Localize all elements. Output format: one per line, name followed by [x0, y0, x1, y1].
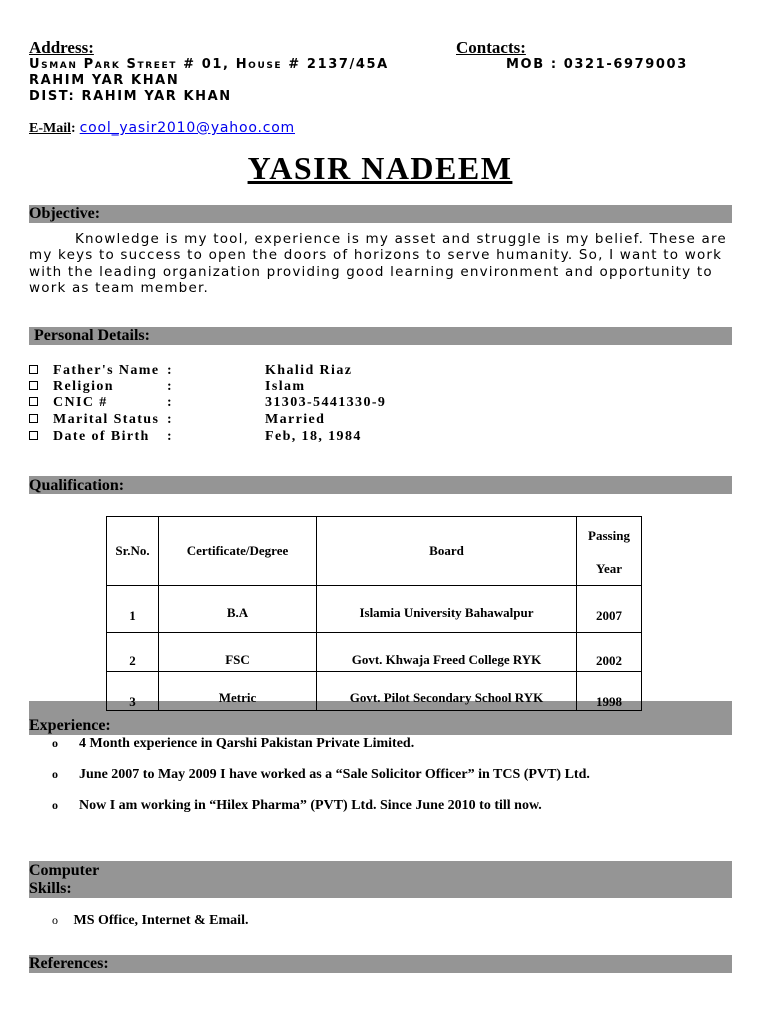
bullet-box-icon	[29, 397, 38, 406]
experience-item-text: 4 Month experience in Qarshi Pakistan Private Limited.	[79, 736, 415, 751]
header-cell-passing-year	[577, 517, 642, 586]
bullet-circle-icon: o	[52, 767, 58, 781]
experience-item-text: June 2007 to May 2009 I have worked as a “Sale Solicitor Officer” in TCS (PVT) Ltd.	[79, 767, 590, 782]
objective-text: Knowledge is my tool, experience is my asset and struggle is my belief. These are my keys to success to open the doors of horizons to serve humanity. So, I want to work with the leading organization providing good learning environment and opportunity to work as team member.	[29, 231, 727, 296]
skill-item	[52, 913, 249, 929]
personal-row-colon: :	[167, 395, 174, 410]
personal-row-colon: :	[167, 412, 174, 427]
personal-row-colon: :	[167, 363, 174, 378]
personal-row-label: CNIC #	[53, 395, 108, 410]
experience-title: Experience:	[29, 717, 111, 734]
references-title: References:	[29, 955, 109, 972]
table-row	[107, 672, 642, 711]
objective-title: Objective:	[29, 205, 101, 222]
address-label: Address:	[29, 38, 94, 57]
address-line-3: DIST: RAHIM YAR KHAN	[29, 89, 232, 104]
cell-year: 2002	[577, 633, 642, 672]
bullet-box-icon	[29, 365, 38, 374]
qualification-title: Qualification:	[29, 477, 125, 494]
computer-skills-title-line1: Computer	[29, 862, 100, 879]
bullet-box-icon	[29, 381, 38, 390]
header-cell-srno: Sr.No.	[107, 517, 159, 586]
personal-row-value: Islam	[265, 379, 306, 394]
cell-board: Govt. Pilot Secondary School RYK	[317, 672, 577, 711]
objective-section-bar	[29, 205, 732, 223]
table-header-row	[107, 517, 642, 586]
table-row	[107, 633, 642, 672]
personal-row-value: Feb, 18, 1984	[265, 429, 362, 444]
cell-board: Govt. Khwaja Freed College RYK	[317, 633, 577, 672]
bullet-circle-icon: o	[52, 913, 58, 927]
bullet-box-icon	[29, 414, 38, 423]
contacts-label: Contacts:	[456, 38, 526, 57]
cell-certificate: FSC	[159, 633, 317, 672]
cell-board: Islamia University Bahawalpur	[317, 586, 577, 633]
address-line-1: Usman Park Street # 01, House # 2137/45A	[29, 57, 389, 72]
references-section-bar	[29, 955, 732, 973]
bullet-circle-icon: o	[52, 798, 58, 812]
email-row	[29, 119, 295, 137]
table-row	[107, 586, 642, 633]
computer-skills-title-line2: Skills:	[29, 880, 72, 897]
header-cell-board: Board	[317, 517, 577, 586]
cell-srno: 3	[107, 672, 159, 711]
cell-certificate: Metric	[159, 672, 317, 711]
computer-skills-section-bar	[29, 861, 732, 898]
personal-row-label: Father's Name	[53, 363, 160, 378]
email-separator: :	[71, 121, 76, 136]
cell-srno: 2	[107, 633, 159, 672]
qualification-table	[106, 516, 642, 711]
personal-row-label: Marital Status	[53, 412, 160, 427]
header-year: Year	[596, 561, 622, 576]
qualification-section-bar	[29, 476, 732, 494]
cell-year: 2007	[577, 586, 642, 633]
personal-row-value: Married	[265, 412, 326, 427]
personal-row-value: Khalid Riaz	[265, 363, 353, 378]
header-cell-certificate: Certificate/Degree	[159, 517, 317, 586]
personal-row-value: 31303-5441330-9	[265, 395, 387, 410]
cell-certificate: B.A	[159, 586, 317, 633]
bullet-box-icon	[29, 431, 38, 440]
email-link[interactable]: cool_yasir2010@yahoo.com	[79, 120, 295, 136]
personal-details-section-bar	[29, 327, 732, 345]
mobile-number: MOB : 0321-6979003	[506, 57, 688, 72]
header-passing: Passing	[588, 528, 630, 543]
address-line-2: RAHIM YAR KHAN	[29, 73, 180, 88]
email-label: E-Mail	[29, 121, 71, 136]
personal-row-label: Date of Birth	[53, 429, 150, 444]
personal-details-title: Personal Details:	[34, 327, 150, 344]
personal-row-label: Religion	[53, 379, 114, 394]
candidate-name: YASIR NADEEM	[247, 150, 513, 186]
bullet-circle-icon: o	[52, 736, 58, 750]
personal-row-colon: :	[167, 379, 174, 394]
skill-item-text: MS Office, Internet & Email.	[73, 913, 249, 928]
experience-item-text: Now I am working in “Hilex Pharma” (PVT) Ltd. Since June 2010 to till now.	[79, 798, 542, 813]
cell-year: 1998	[577, 672, 642, 711]
cell-srno: 1	[107, 586, 159, 633]
personal-row-colon: :	[167, 429, 174, 444]
